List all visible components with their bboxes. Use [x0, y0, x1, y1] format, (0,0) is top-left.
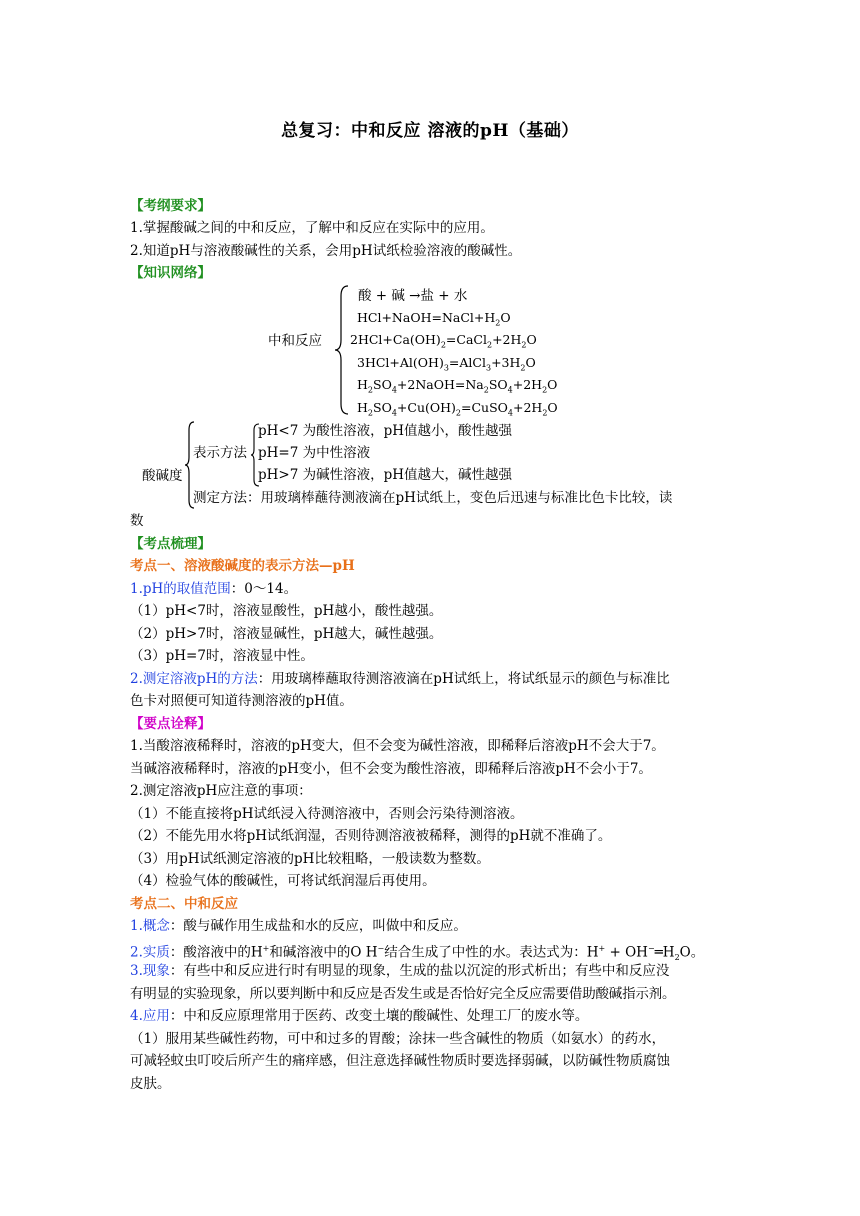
point2-app-line-2: 可减轻蚊虫叮咬后所产生的痛痒感，但注意选择碱性物质时要选择弱碱，以防碱性物质腐蚀	[130, 1053, 670, 1069]
point2-phenomenon-label: 3.现象	[130, 963, 170, 979]
point1-method-label: 2.测定溶液pH的方法	[130, 671, 258, 687]
point1-item-3: （3）pH=7时，溶液显中性。	[130, 648, 314, 664]
yaodian-line-7: （4）检验气体的酸碱性，可将试纸润湿后再使用。	[130, 873, 436, 889]
point1-method-cont: 色卡对照便可知道待测溶液的pH值。	[130, 693, 353, 709]
point2-phenomenon: 3.现象：有些中和反应进行时有明显的现象，生成的盐以沉淀的形式析出；有些中和反应没	[130, 963, 670, 979]
point1-title: 考点一、溶液酸碱度的表示方法—pH	[130, 558, 355, 574]
reaction-1: $HCl+NaOH=NaCl+H_2O$	[357, 310, 511, 328]
point1-range-label: 1.pH的取值范围	[130, 581, 231, 597]
point1-method: 2.测定溶液pH的方法：用玻璃棒蘸取待测溶液滴在pH试纸上，将试纸显示的颜色与标准比	[130, 671, 670, 687]
reaction-4: $H_2SO_4+2NaOH=Na_2SO_4+2H_2O$	[357, 377, 558, 395]
point2-essence: 2.实质：酸溶液中的H+和碱溶液中的O H−结合生成了中性的水。表达式为：$H^+ + OH^-═H_2O$。	[130, 944, 705, 963]
point1-range: 1.pH的取值范围：0～14。	[130, 581, 298, 597]
point1-item-1: （1）pH<7时，溶液显酸性，pH越小，酸性越强。	[130, 603, 443, 619]
ph-measure-method: 测定方法：用玻璃棒蘸待测液滴在pH试纸上，变色后迅速与标准比色卡比较，读	[193, 490, 673, 506]
reaction-general: 酸 + 碱 →盐 + 水	[358, 288, 468, 304]
yaodian-line-4: （1）不能直接将pH试纸浸入待测溶液中，否则会污染待测溶液。	[130, 806, 524, 822]
kaogang-item-2: 2.知道pH与溶液酸碱性的关系，会用pH试纸检验溶液的酸碱性。	[130, 243, 522, 259]
ph-label: 酸碱度	[142, 468, 183, 484]
section-header-kaodian: 【考点梳理】	[130, 536, 211, 552]
yaodian-line-1: 1.当酸溶液稀释时，溶液的pH变大，但不会变为碱性溶液，即稀释后溶液pH不会大于7。	[130, 738, 665, 754]
point1-item-2: （2）pH>7时，溶液显碱性，pH越大，碱性越强。	[130, 626, 443, 642]
point2-app-line-3: 皮肤。	[130, 1076, 171, 1092]
reaction-5: $H_2SO_4+Cu(OH)_2=CuSO_4+2H_2O$	[357, 400, 558, 418]
point2-application-label: 4.应用	[130, 1008, 170, 1024]
section-header-yaodian: 【要点诠释】	[130, 716, 211, 732]
ph-repr-label: 表示方法	[193, 445, 247, 461]
yaodian-line-6: （3）用pH试纸测定溶液的pH比较粗略，一般读数为整数。	[130, 851, 490, 867]
reaction-3: $3HCl+Al(OH)_3=AlCl_3+3H_2O$	[357, 355, 536, 373]
ph-measure-method-cont: 数	[130, 513, 144, 529]
section-header-kaogang: 【考纲要求】	[130, 198, 211, 214]
point2-phenomenon-cont: 有明显的实验现象，所以要判断中和反应是否发生或是否恰好完全反应需要借助酸碱指示剂。	[130, 986, 676, 1002]
point2-application: 4.应用：中和反应原理常用于医药、改变土壤的酸碱性、处理工厂的废水等。	[130, 1008, 589, 1024]
yaodian-line-2: 当碱溶液稀释时，溶液的pH变小，但不会变为酸性溶液，即稀释后溶液pH不会小于7。	[130, 761, 652, 777]
kaogang-item-1: 1.掌握酸碱之间的中和反应，了解中和反应在实际中的应用。	[130, 220, 494, 236]
ph-item-acidic: pH<7 为酸性溶液，pH值越小，酸性越强	[258, 423, 513, 439]
point2-concept: 1.概念：酸与碱作用生成盐和水的反应，叫做中和反应。	[130, 918, 467, 934]
yaodian-line-3: 2.测定溶液pH应注意的事项：	[130, 783, 312, 799]
neutral-reaction-brace	[334, 284, 350, 416]
neutral-reaction-label: 中和反应	[268, 333, 322, 349]
page-title: 总复习：中和反应 溶液的pH（基础）	[281, 121, 579, 141]
point2-concept-label: 1.概念	[130, 918, 170, 934]
point2-app-line-1: （1）服用某些碱性药物，可中和过多的胃酸；涂抹一些含碱性的物质（如氨水）的药水，	[130, 1031, 666, 1047]
point2-essence-label: 2.实质	[130, 944, 170, 961]
ph-item-basic: pH>7 为碱性溶液，pH值越大，碱性越强	[258, 467, 513, 483]
point2-title: 考点二、中和反应	[130, 896, 238, 912]
ph-item-neutral: pH=7 为中性溶液	[258, 445, 371, 461]
reaction-2: $2HCl+Ca(OH)_2=CaCl_2+2H_2O$	[350, 332, 537, 350]
section-header-zhishi: 【知识网络】	[130, 265, 211, 281]
yaodian-line-5: （2）不能先用水将pH试纸润湿，否则待测溶液被稀释，测得的pH就不准确了。	[130, 828, 612, 844]
